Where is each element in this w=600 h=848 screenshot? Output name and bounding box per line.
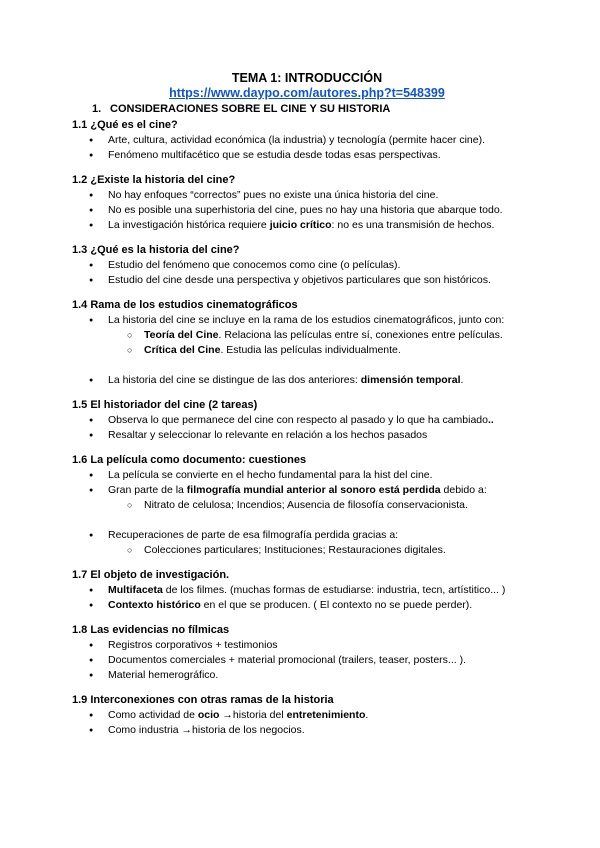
section-1-7 [72, 567, 542, 613]
list-item [72, 483, 542, 498]
list-item [72, 598, 542, 613]
bullet-list [72, 468, 542, 558]
document-page [72, 71, 542, 747]
section-1-3 [72, 242, 542, 288]
section-1-2 [72, 172, 542, 233]
list-item: ● La película se convierte en el hecho fundamental para la hist del cine. [72, 468, 542, 483]
list-item: ● Arte, cultura, actividad económica (la industria) y tecnología (permite hacer cine). [72, 133, 542, 148]
main-heading-text: CONSIDERACIONES SOBRE EL CINE Y SU HISTORIA [110, 103, 391, 115]
section-title: 1.6 La película como documento: cuestiones [72, 454, 307, 466]
list-item: ● Estudio del cine desde una perspectiva y objetivos particulares que son históricos. [72, 273, 542, 288]
list-item: ● Registros corporativos + testimonios [72, 638, 542, 653]
section-title: 1.5 El historiador del cine (2 tareas) [72, 399, 258, 411]
bold-text: dimensión temporal [360, 374, 461, 386]
list-item: ● Resaltar y seleccionar lo relevante en relación a los hechos pasados [72, 428, 542, 443]
text-run: . Relaciona las películas entre sí, conexiones entre películas. [218, 329, 503, 341]
spacer [72, 358, 542, 373]
section-1-4 [72, 297, 542, 388]
list-item [72, 373, 542, 388]
bold-text: filmografía mundial anterior al sonoro está perdida [186, 484, 441, 496]
sub-list-item [72, 328, 542, 343]
bullet-list [72, 258, 542, 288]
text-run: . [460, 374, 464, 386]
list-item: ● Documentos comerciales + material promocional (trailers, teaser, posters... ). [72, 653, 542, 668]
source-link[interactable]: https://www.daypo.com/autores.php?t=548399 [169, 86, 445, 100]
text-run: La historia del cine se distingue de las dos anteriores: [108, 374, 361, 386]
bold-text: Multifaceta [108, 584, 163, 596]
list-item: ● La historia del cine se incluye en la rama de los estudios cinematográficos, junto con: [72, 313, 542, 328]
list-item: ● No hay enfoques “correctos” pues no existe una única historia del cine. [72, 188, 542, 203]
text-run: . [365, 709, 369, 721]
text-run: Observa lo que permanece del cine con respecto al pasado y lo que ha cambiado [108, 414, 488, 426]
document-title: TEMA 1: INTRODUCCIÓN [231, 71, 383, 85]
bold-text: Contexto histórico [108, 599, 201, 611]
text-run: : no es una transmisión de hechos. [331, 219, 495, 231]
bold-text: entretenimiento [286, 709, 366, 721]
section-1-1 [72, 117, 542, 163]
bold-text: juicio crítico [269, 219, 332, 231]
section-title: 1.2 ¿Existe la historia del cine? [72, 174, 236, 186]
list-item: ● Como industria →historia de los negocios. [72, 723, 542, 738]
text-run: →historia del [219, 709, 287, 721]
section-title: 1.4 Rama de los estudios cinematográficos [72, 299, 298, 311]
list-item [72, 583, 542, 598]
section-title: 1.1 ¿Qué es el cine? [72, 119, 178, 131]
text-run: Gran parte de la [108, 484, 187, 496]
list-item: ● Fenómeno multifacético que se estudia desde todas esas perspectivas. [72, 148, 542, 163]
bold-text: ocio [197, 709, 220, 721]
list-item [72, 413, 542, 428]
section-1-8 [72, 622, 542, 683]
list-item [72, 218, 542, 233]
section-title: 1.7 El objeto de investigación. [72, 569, 230, 581]
bullet-list [72, 413, 542, 443]
spacer [72, 513, 542, 528]
section-title: 1.9 Interconexiones con otras ramas de la historia [72, 694, 334, 706]
bullet-list [72, 583, 542, 613]
bold-text: .. [488, 414, 494, 426]
sub-list-item: ○ Colecciones particulares; Instituciones; Restauraciones digitales. [72, 543, 542, 558]
list-item [72, 708, 542, 723]
text-run: debido a: [440, 484, 487, 496]
section-1-9 [72, 692, 542, 738]
text-run: en el que se producen. ( El contexto no se puede perder). [200, 599, 473, 611]
section-title: 1.8 Las evidencias no fílmicas [72, 624, 230, 636]
bullet-list [72, 133, 542, 163]
bold-text: Crítica del Cine [144, 344, 221, 356]
bold-text: Teoría del Cine [144, 329, 219, 341]
sub-list-item [72, 343, 542, 358]
list-item: ● Recuperaciones de parte de esa filmografía perdida gracias a: [72, 528, 542, 543]
text-run: Como actividad de [108, 709, 198, 721]
list-item: ● Material hemerográfico. [72, 668, 542, 683]
bullet-list [72, 313, 542, 388]
bullet-list [72, 188, 542, 233]
text-run: . Estudia las películas individualmente. [220, 344, 401, 356]
section-title: 1.3 ¿Qué es la historia del cine? [72, 244, 240, 256]
text-run: La investigación histórica requiere [108, 219, 270, 231]
section-1-5 [72, 397, 542, 443]
list-item: ● No es posible una superhistoria del cine, pues no hay una historia que abarque todo. [72, 203, 542, 218]
bullet-list [72, 638, 542, 683]
text-run: de los filmes. (muchas formas de estudiarse: industria, tecn, artístitico... ) [162, 584, 506, 596]
section-1-6 [72, 452, 542, 558]
sub-list-item: ○ Nitrato de celulosa; Incendios; Ausencia de filosofía conservacionista. [72, 498, 542, 513]
list-item: ● Estudio del fenómeno que conocemos como cine (o películas). [72, 258, 542, 273]
bullet-list [72, 708, 542, 738]
main-heading-number: 1. [92, 103, 102, 115]
main-heading [92, 101, 542, 117]
